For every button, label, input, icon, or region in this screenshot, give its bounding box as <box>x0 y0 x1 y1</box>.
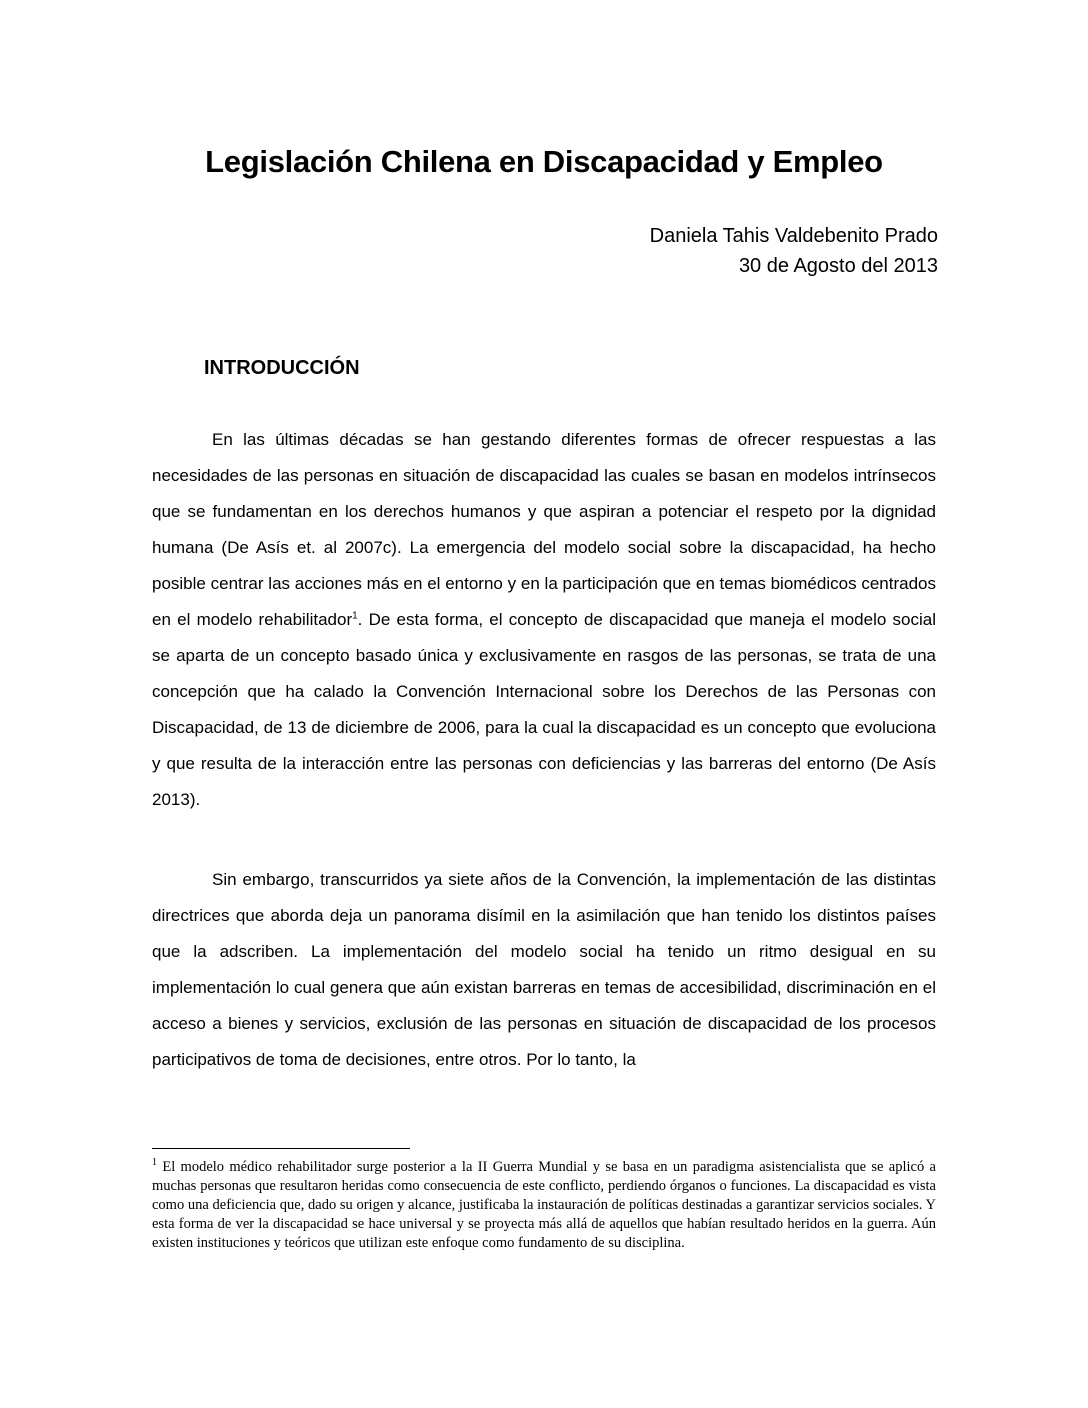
footnote-reference: 1 <box>352 610 358 622</box>
paragraph-1-part-1: En las últimas décadas se han gestando diferentes formas de ofrecer respuestas a las necesidades de las personas en situación de discapacidad las cuales se basan en modelos intrínsecos que se fundamentan en los derechos humanos y que aspiran a potenciar el respeto por la dignidad humana (De Asís et. al 2007c). La emergencia del modelo social sobre la discapacidad, ha hecho posible centrar las acciones más en el entorno y en la participación que en temas biomédicos centrados en el modelo rehabilitador <box>152 430 936 629</box>
paragraph-2: Sin embargo, transcurridos ya siete años de la Convención, la implementación de las distintas directrices que aborda deja un panorama disímil en la asimilación que han tenido los distintos países que la adscriben. La implementación del modelo social ha tenido un ritmo desigual en su implementación lo cual genera que aún existan barreras en temas de accesibilidad, discriminación en el acceso a bienes y servicios, exclusión de las personas en situación de discapacidad de los procesos participativos de toma de decisiones, entre otros. Por lo tanto, la <box>152 870 936 1069</box>
paragraph-1 <box>152 422 936 818</box>
paragraph-1-part-2: . De esta forma, el concepto de discapacidad que maneja el modelo social se aparta de un concepto basado única y exclusivamente en rasgos de las personas, se trata de una concepción que ha calado la Convención Internacional sobre los Derechos de las Personas con Discapacidad, de 13 de diciembre de 2006, para la cual la discapacidad es un concepto que evoluciona y que resulta de la interacción entre las personas con deficiencias y las barreras del entorno (De Asís 2013). <box>152 610 936 809</box>
footnote <box>152 1158 936 1253</box>
footnote-divider <box>152 1148 410 1149</box>
section-heading: INTRODUCCIÓN <box>204 357 360 379</box>
document-date: 30 de Agosto del 2013 <box>738 255 938 277</box>
author-block <box>650 221 938 281</box>
author-name: Daniela Tahis Valdebenito Prado <box>649 225 938 247</box>
footnote-text: El modelo médico rehabilitador surge posterior a la II Guerra Mundial y se basa en un paradigma asistencialista que se aplicó a muchas personas que resultaron heridas como consecuencia de este conflicto, perdiendo órganos o funciones. La discapacidad es vista como una deficiencia que, dado su origen y alcance, justificaba la instauración de políticas destinadas a garantizar servicios sociales. Y esta forma de ver la discapacidad se hace universal y se proyecta más allá de aquellos que habían resultado heridos en la guerra. Aún existen instituciones y teóricos que utilizan este enfoque como fundamento de su disciplina. <box>152 1159 936 1251</box>
footnote-number: 1 <box>152 1157 157 1169</box>
document-title: Legislación Chilena en Discapacidad y Empleo <box>205 144 883 179</box>
